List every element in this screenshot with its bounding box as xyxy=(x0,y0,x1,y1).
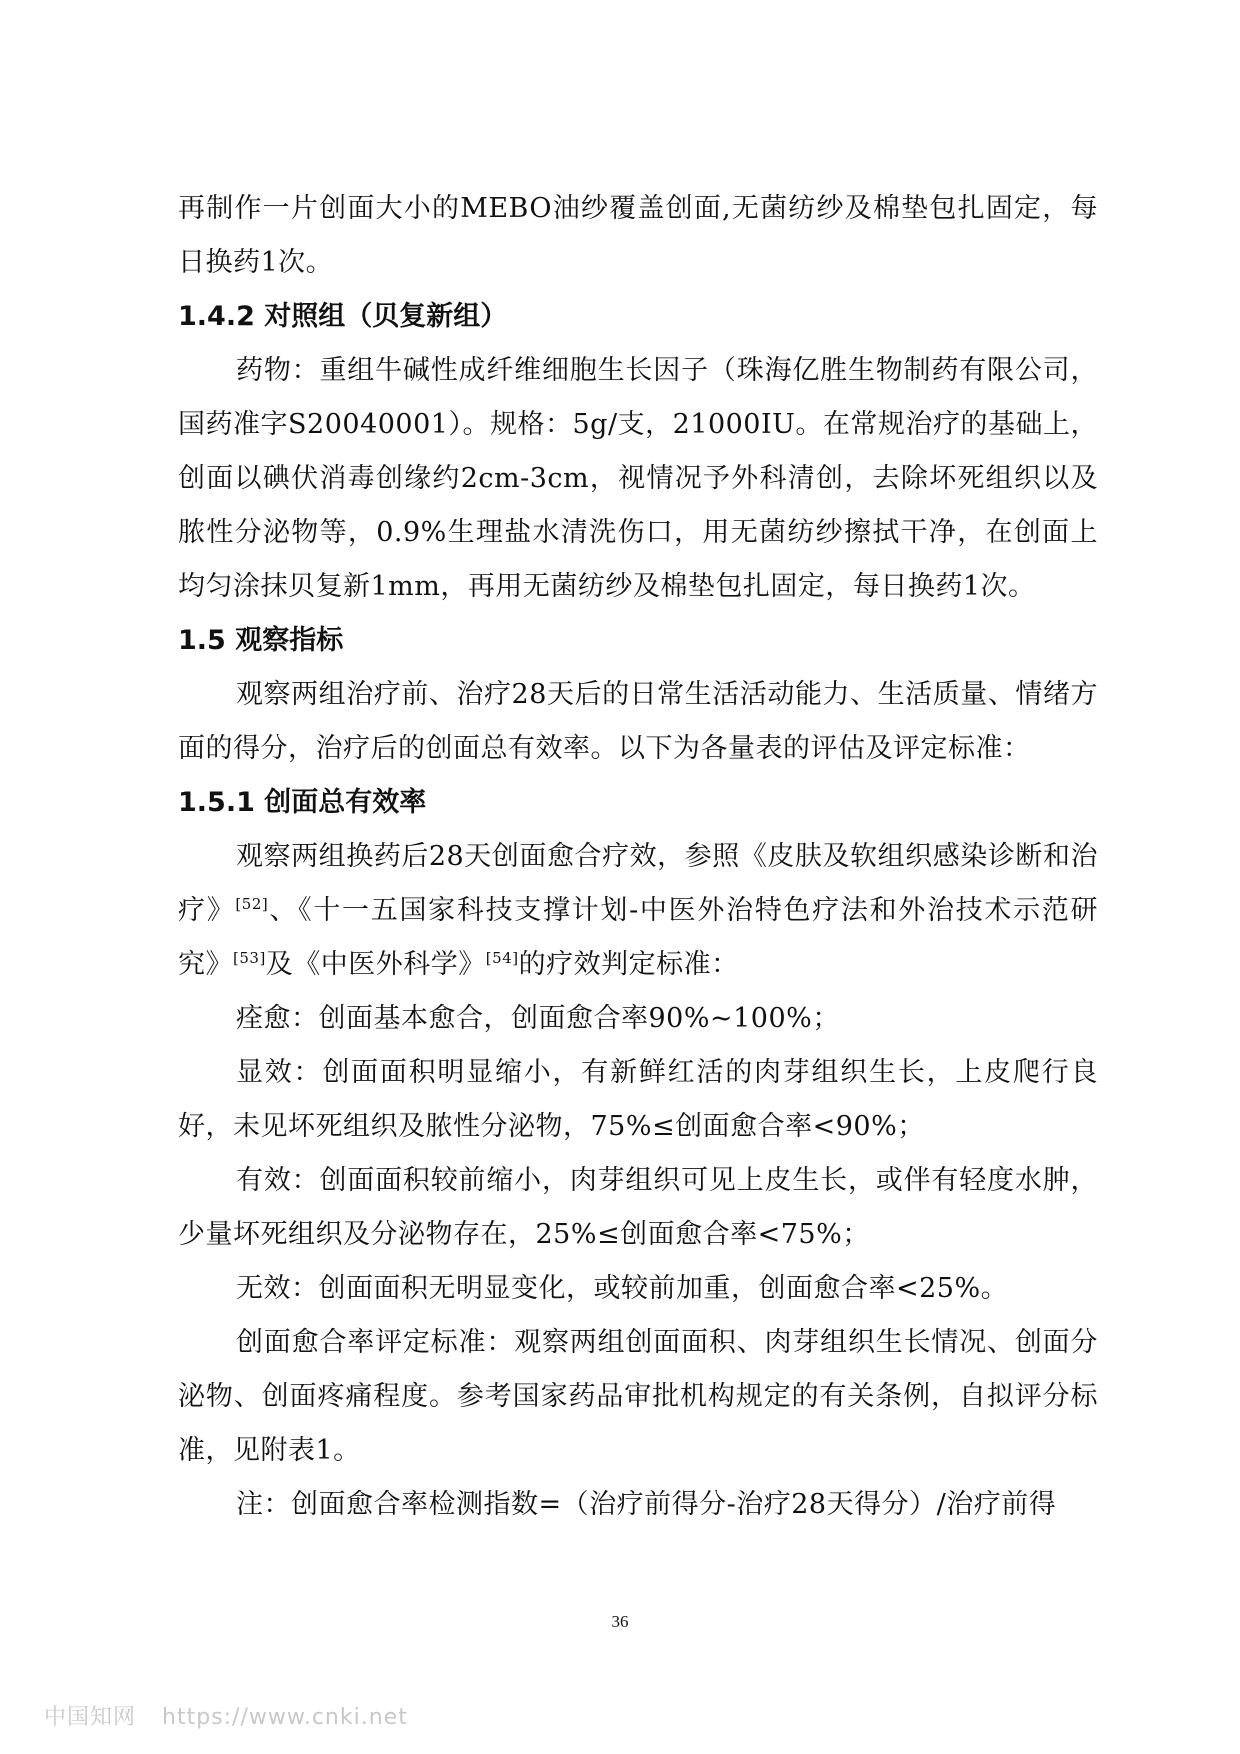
paragraph-note: 注：创面愈合率检测指数=（治疗前得分-治疗28天得分）/治疗前得 xyxy=(236,1489,1057,1520)
heading-1-5-1: 1.5.1 创面总有效率 xyxy=(178,787,427,818)
paragraph-references xyxy=(178,830,1098,992)
ref-text-3: 及《中医外科学》 xyxy=(265,949,486,980)
body-text xyxy=(178,182,1098,1532)
paragraph-effective: 有效：创面面积较前缩小，肉芽组织可见上皮生长，或伴有轻度水肿，少量坏死组织及分泌物存在，25%≤创面愈合率<75%； xyxy=(178,1165,1098,1250)
paragraph-marked-effect: 显效：创面面积明显缩小，有新鲜红活的肉芽组织生长，上皮爬行良好，未见坏死组织及脓性分泌物，75%≤创面愈合率<90%； xyxy=(178,1057,1098,1142)
heading-1-4-2: 1.4.2 对照组（贝复新组） xyxy=(178,301,508,332)
paragraph-invalid: 无效：创面面积无明显变化，或较前加重，创面愈合率<25%。 xyxy=(236,1273,1009,1304)
citation-54: [54] xyxy=(485,949,519,967)
ref-text-1: 观察两组换药后28天创面愈合疗效，参照《皮肤及软组织感染诊断和治疗》 xyxy=(178,841,1098,926)
cnki-watermark xyxy=(44,1700,408,1731)
ref-text-2: 、《十一五国家科技支撑计划-中医外治特色疗法和外治技术示范研究》 xyxy=(178,895,1099,980)
ref-text-4: 的疗效判定标准： xyxy=(518,949,739,980)
citation-53: [53] xyxy=(233,949,266,967)
watermark-url: https://www.cnki.net xyxy=(162,1705,408,1730)
watermark-brand: 中国知网 xyxy=(44,1705,137,1730)
paragraph-cure: 痊愈：创面基本愈合，创面愈合率90%~100%； xyxy=(236,1003,840,1034)
citation-52: [52] xyxy=(235,895,269,913)
paragraph-observation: 观察两组治疗前、治疗28天后的日常生活活动能力、生活质量、情绪方面的得分，治疗后的创面总有效率。以下为各量表的评估及评定标准： xyxy=(178,679,1098,764)
paragraph-drug: 药物：重组牛碱性成纤维细胞生长因子（珠海亿胜生物制药有限公司，国药准字S20040001）。规格：5g/支，21000IU。在常规治疗的基础上，创面以碘伏消毒创缘约2cm-3cm，视情况予外科清创，去除坏死组织以及脓性分泌物等，0.9%生理盐水清洗伤口，用无菌纺纱擦拭干净，在创面上均匀涂抹贝复新1mm，再用无菌纺纱及棉垫包扎固定，每日换药1次。 xyxy=(178,355,1098,602)
paragraph-criteria: 创面愈合率评定标准：观察两组创面面积、肉芽组织生长情况、创面分泌物、创面疼痛程度。参考国家药品审批机构规定的有关条例，自拟评分标准，见附表1。 xyxy=(178,1327,1098,1466)
paragraph-intro: 再制作一片创面大小的MEBO油纱覆盖创面,无菌纺纱及棉垫包扎固定，每日换药1次。 xyxy=(178,193,1098,278)
page-number: 36 xyxy=(611,1612,629,1631)
heading-1-5: 1.5 观察指标 xyxy=(178,625,344,656)
